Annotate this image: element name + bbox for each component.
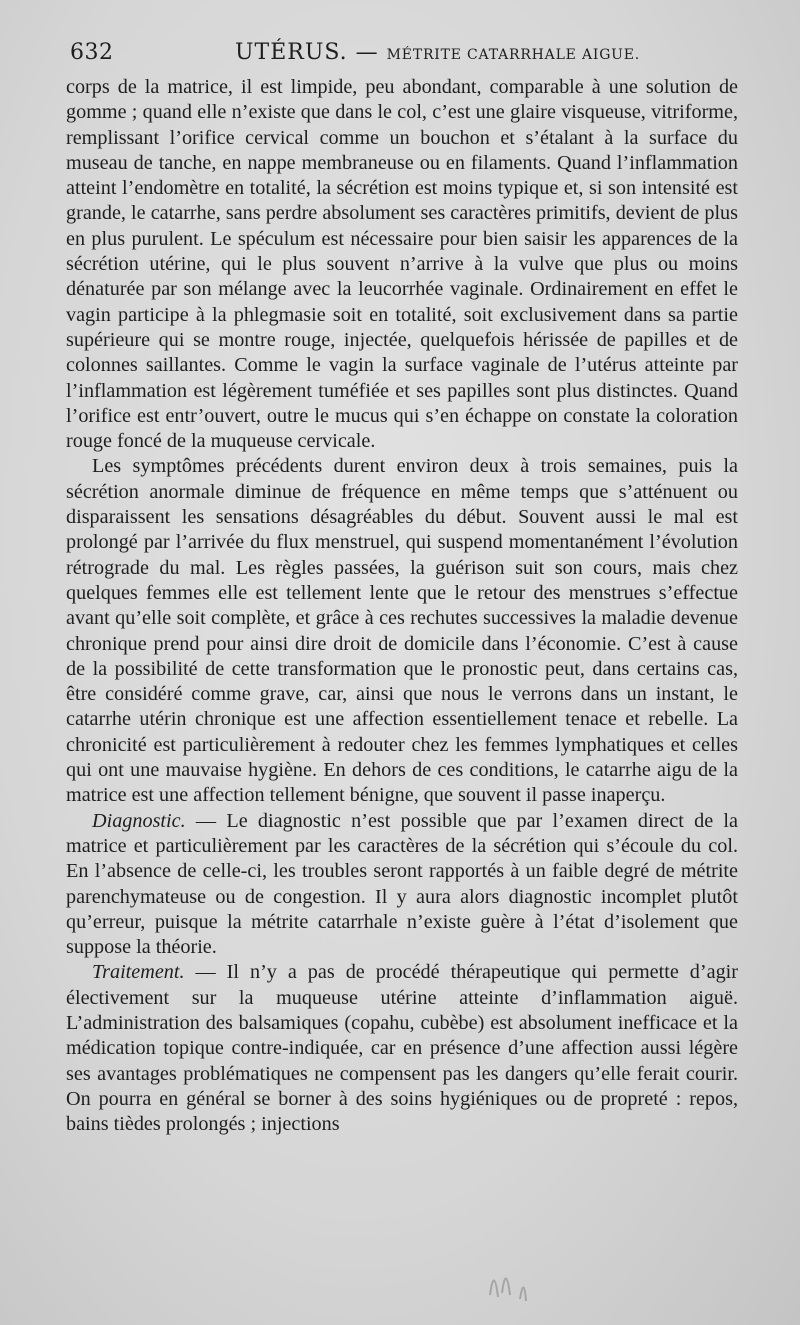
title-separator: — [355, 40, 379, 65]
diagnostic-heading: Diagnostic. [92, 809, 186, 832]
paragraph-symptoms: Les symptômes précédents durent environ deux à trois semaines, puis la sécrétion anormale diminue de fréquence en même temps que s’atténuent ou disparaissent les sensations désagréables du début. Souvent aussi le mal est prolongé par l’arrivée du flux menstruel, qui suspend momentanément l’évolution rétrograde du mal. Les règles passées, la guérison suit son cours, mais chez quelques femmes elle est tellement lente que le retour des menstrues s’effectue avant qu’elle soit complète, et grâce à ces rechutes successives la maladie devenue chronique prend pour ainsi dire droit de domicile dans l’économie. C’est à cause de la possibilité de cette transformation que le pronostic peut, dans certains cas, être considéré comme grave, car, ainsi que nous le verrons dans un instant, le catarrhe utérin chronique est une affection essentiellement tenace et rebelle. La chronicité est particulièrement à redouter chez les femmes lymphatiques et celles qui ont une mauvaise hygiène. En dehors de ces conditions, le catarrhe aigu de la matrice est une affection tellement bénigne, que souvent il passe inaperçu. [66, 455, 738, 807]
running-title [235, 40, 640, 65]
paragraph-continuation: corps de la matrice, il est limpide, peu abondant, comparable à une solution de gomme ; quand elle n’existe que dans le col, c’est une glaire visqueuse, vitriforme, remplissant l’orifice cervical comme un bouchon et s’étalant à la surface du museau de tanche, en nappe membraneuse ou en filaments. Quand l’inflammation atteint l’endomètre en totalité, la sécrétion est moins typique et, si son intensité est grande, le catarrhe, sans perdre absolument ses caractères primitifs, devient de plus en plus purulent. Le spéculum est nécessaire pour bien saisir les apparences de la sécrétion utérine, qui le plus souvent n’arrive à la vulve que plus ou moins dénaturée par son mélange avec la leucorrhée vaginale. Ordinairement en effet le vagin participe à la phlegmasie soit en totalité, soit exclusivement dans sa partie supérieure qui se montre rouge, injectée, quelquefois hérissée de papilles et de colonnes saillantes. Comme le vagin la surface vaginale de l’utérus atteinte par l’inflammation est légèrement tuméfiée et ses papilles sont plus distinctes. Quand l’orifice est entr’ouvert, outre le mucus qui s’en échappe on constate la coloration rouge foncé de la muqueuse cervicale. [66, 76, 738, 453]
diagnostic-text: — Le diagnostic n’est possible que par l’examen direct de la matrice et particulièrement par les caractères de la sécrétion qui s’écoule du col. En l’absence de celle-ci, les troubles seront rapportés à un faible degré de métrite parenchymateuse ou de congestion. Il y aura alors diagnostic incomplet plutôt qu’erreur, puisque la métrite catarrhale n’existe guère à l’état d’isolement que suppose la théorie. [66, 809, 738, 959]
chapter-title: UTÉRUS. [235, 40, 348, 65]
ink-smudge [480, 1255, 550, 1305]
section-subtitle: MÉTRITE CATARRHALE AIGUE. [386, 47, 641, 63]
traitement-heading: Traitement. [92, 961, 185, 984]
running-header [70, 40, 740, 74]
body-text [66, 75, 738, 1137]
paragraph-traitement [66, 960, 738, 1137]
traitement-text: — Il n’y a pas de procédé thérapeutique qui permette d’agir électivement sur la muqueuse utérine atteinte d’inflammation aiguë. L’administration des balsamiques (copahu, cubèbe) est absolument inefficace et la médication topique contre-indiquée, car en présence d’une affection aussi légère ses avantages problématiques ne compensent pas les dangers qu’elle ferait courir. On pourra en général se borner à des soins hygiéniques ou de propreté : repos, bains tièdes prolongés ; injections [66, 961, 738, 1136]
page-number: 632 [70, 40, 114, 65]
paragraph-diagnostic [66, 809, 738, 961]
